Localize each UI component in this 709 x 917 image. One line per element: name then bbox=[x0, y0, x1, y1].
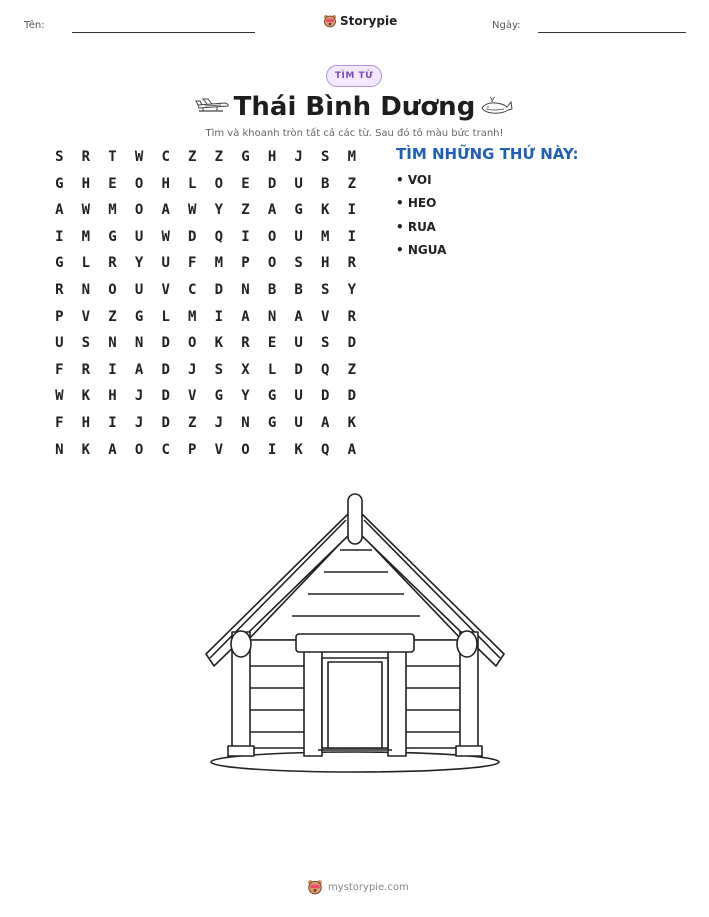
grid-letter: S bbox=[81, 335, 91, 352]
grid-letter: I bbox=[241, 228, 250, 245]
grid-letter: U bbox=[294, 175, 303, 192]
grid-letter: N bbox=[241, 281, 250, 298]
grid-letter: D bbox=[188, 228, 197, 245]
grid-letter: J bbox=[134, 388, 144, 405]
grid-letter: N bbox=[55, 441, 64, 458]
footer bbox=[307, 879, 409, 895]
grid-letter: M bbox=[321, 228, 330, 245]
grid-letter: D bbox=[161, 335, 170, 352]
whale-icon bbox=[480, 96, 514, 116]
grid-letter: Z bbox=[241, 202, 250, 219]
grid-letter: N bbox=[134, 335, 144, 352]
word-list-title: TÌM NHỮNG THỨ NÀY: bbox=[396, 145, 579, 163]
grid-letter: A bbox=[55, 202, 64, 219]
grid-letter: I bbox=[347, 228, 357, 245]
grid-letter: S bbox=[294, 255, 303, 272]
grid-letter: I bbox=[55, 228, 64, 245]
grid-letter: D bbox=[347, 335, 357, 352]
grid-letter: B bbox=[267, 281, 277, 298]
grid-letter: I bbox=[108, 414, 117, 431]
page-title: Thái Bình Dương bbox=[233, 92, 476, 122]
grid-letter: K bbox=[321, 202, 330, 219]
grid-letter: R bbox=[347, 255, 357, 272]
grid-letter: M bbox=[188, 308, 197, 325]
grid-letter: L bbox=[188, 175, 197, 192]
grid-letter: N bbox=[241, 414, 250, 431]
grid-letter: U bbox=[134, 228, 144, 245]
grid-letter: L bbox=[161, 308, 170, 325]
grid-letter: R bbox=[241, 335, 250, 352]
grid-letter: S bbox=[55, 149, 64, 165]
grid-letter: N bbox=[267, 308, 277, 325]
grid-letter: U bbox=[294, 228, 303, 245]
grid-letter: R bbox=[108, 255, 117, 272]
grid-letter: H bbox=[81, 414, 91, 431]
bear-mascot-icon bbox=[307, 879, 323, 895]
grid-letter: I bbox=[214, 308, 224, 325]
grid-letter: A bbox=[241, 308, 250, 325]
grid-letter: O bbox=[134, 441, 144, 458]
grid-letter: P bbox=[55, 308, 64, 325]
brand-logo bbox=[323, 14, 397, 28]
grid-letter: V bbox=[214, 441, 224, 458]
grid-letter: A bbox=[347, 441, 357, 458]
grid-letter: K bbox=[81, 441, 91, 458]
grid-letter: F bbox=[188, 255, 197, 272]
grid-letter: I bbox=[347, 202, 357, 219]
grid-letter: M bbox=[347, 149, 357, 165]
grid-letter: M bbox=[108, 202, 117, 219]
grid-letter: G bbox=[267, 414, 277, 431]
grid-letter: Z bbox=[347, 175, 357, 192]
grid-letter: S bbox=[321, 335, 330, 352]
grid-letter: L bbox=[81, 255, 91, 272]
grid-letter: D bbox=[321, 388, 330, 405]
wooden-house-icon bbox=[200, 490, 510, 780]
grid-letter: E bbox=[241, 175, 250, 192]
word-item: • NGUA bbox=[396, 242, 447, 257]
grid-letter: U bbox=[55, 335, 64, 352]
grid-letter: G bbox=[267, 388, 277, 405]
grid-letter: W bbox=[55, 388, 64, 405]
word-search-grid bbox=[46, 147, 365, 466]
grid-letter: R bbox=[81, 361, 91, 378]
grid-letter: V bbox=[321, 308, 330, 325]
grid-letter: C bbox=[161, 441, 170, 458]
grid-letter: K bbox=[214, 335, 224, 352]
grid-letter: F bbox=[55, 361, 64, 378]
grid-letter: R bbox=[347, 308, 357, 325]
name-line bbox=[72, 32, 255, 33]
grid-letter: L bbox=[267, 361, 277, 378]
grid-letter: O bbox=[134, 175, 144, 192]
footer-url: mystorypie.com bbox=[328, 881, 409, 893]
date-line bbox=[538, 32, 686, 33]
grid-letter: Q bbox=[321, 361, 330, 378]
grid-letter: P bbox=[188, 441, 197, 458]
grid-letter: Z bbox=[108, 308, 117, 325]
grid-letter: A bbox=[321, 414, 330, 431]
grid-letter: I bbox=[267, 441, 277, 458]
grid-letter: O bbox=[108, 281, 117, 298]
grid-letter: D bbox=[347, 388, 357, 405]
grid-letter: G bbox=[55, 255, 64, 272]
grid-letter: B bbox=[321, 175, 330, 192]
grid-letter: J bbox=[294, 149, 303, 165]
grid-letter: S bbox=[321, 281, 330, 298]
grid-letter: Z bbox=[188, 414, 197, 431]
grid-letter: J bbox=[214, 414, 224, 431]
grid-letter: G bbox=[134, 308, 144, 325]
grid-letter: D bbox=[294, 361, 303, 378]
grid-letter: Z bbox=[188, 149, 197, 165]
grid-letter: A bbox=[267, 202, 277, 219]
grid-letter: J bbox=[134, 414, 144, 431]
grid-letter: C bbox=[188, 281, 197, 298]
grid-letter: A bbox=[161, 202, 170, 219]
brand-name: Storypie bbox=[340, 14, 398, 28]
grid-letter: R bbox=[81, 149, 91, 165]
grid-letter: H bbox=[81, 175, 91, 192]
word-list bbox=[396, 172, 446, 265]
grid-letter: U bbox=[294, 388, 303, 405]
grid-letter: W bbox=[161, 228, 170, 245]
grid-letter: Z bbox=[214, 149, 224, 165]
grid-letter: D bbox=[161, 388, 170, 405]
grid-letter: A bbox=[134, 361, 144, 378]
grid-letter: O bbox=[267, 255, 277, 272]
grid-letter: T bbox=[108, 149, 117, 165]
grid-letter: H bbox=[108, 388, 117, 405]
grid-letter: G bbox=[55, 175, 64, 192]
grid-letter: J bbox=[188, 361, 197, 378]
grid-letter: H bbox=[267, 149, 277, 165]
grid-letter: O bbox=[267, 228, 277, 245]
grid-letter: V bbox=[161, 281, 170, 298]
grid-letter: Y bbox=[241, 388, 250, 405]
grid-letter: Y bbox=[134, 255, 144, 272]
grid-letter: U bbox=[294, 414, 303, 431]
grid-letter: R bbox=[55, 281, 64, 298]
grid-letter: M bbox=[81, 228, 91, 245]
grid-letter: S bbox=[214, 361, 224, 378]
grid-letter: A bbox=[108, 441, 117, 458]
grid-letter: H bbox=[161, 175, 170, 192]
name-label: Tên: bbox=[24, 20, 45, 31]
grid-letter: Y bbox=[347, 281, 357, 298]
grid-letter: Y bbox=[214, 202, 224, 219]
word-item: • RUA bbox=[396, 219, 436, 234]
grid-letter: Z bbox=[347, 361, 357, 378]
grid-letter: O bbox=[188, 335, 197, 352]
grid-letter: O bbox=[214, 175, 224, 192]
grid-letter: K bbox=[81, 388, 91, 405]
grid-letter: D bbox=[161, 361, 170, 378]
grid-letter: N bbox=[81, 281, 91, 298]
grid-letter: B bbox=[294, 281, 303, 298]
grid-letter: G bbox=[294, 202, 303, 219]
grid-letter: O bbox=[241, 441, 250, 458]
grid-letter: X bbox=[241, 361, 250, 378]
grid-letter: K bbox=[347, 414, 357, 431]
grid-letter: D bbox=[267, 175, 277, 192]
instructions: Tìm và khoanh tròn tất cả các từ. Sau đó tô màu bức tranh! bbox=[205, 128, 504, 139]
grid-letter: G bbox=[108, 228, 117, 245]
grid-letter: W bbox=[81, 202, 91, 219]
word-item: • HEO bbox=[396, 196, 437, 211]
grid-letter: G bbox=[241, 149, 250, 165]
grid-letter: V bbox=[81, 308, 91, 325]
grid-letter: N bbox=[108, 335, 117, 352]
date-label: Ngày: bbox=[492, 20, 521, 31]
word-item: • VOI bbox=[396, 173, 432, 187]
grid-letter: K bbox=[294, 441, 303, 458]
grid-letter: U bbox=[134, 281, 144, 298]
grid-letter: F bbox=[55, 414, 64, 431]
grid-letter: H bbox=[321, 255, 330, 272]
grid-letter: S bbox=[321, 149, 330, 165]
grid-letter: E bbox=[267, 335, 277, 352]
grid-letter: W bbox=[188, 202, 197, 219]
grid-letter: U bbox=[294, 335, 303, 352]
grid-letter: D bbox=[214, 281, 224, 298]
grid-letter: Q bbox=[214, 228, 224, 245]
grid-letter: I bbox=[108, 361, 117, 378]
grid-letter: U bbox=[161, 255, 170, 272]
bear-mascot-icon bbox=[323, 14, 337, 28]
grid-letter: P bbox=[241, 255, 250, 272]
grid-letter: Q bbox=[321, 441, 330, 458]
grid-letter: D bbox=[161, 414, 170, 431]
grid-letter: W bbox=[134, 149, 144, 165]
activity-badge: TÌM TỪ bbox=[326, 65, 382, 87]
grid-letter: A bbox=[294, 308, 303, 325]
grid-letter: C bbox=[161, 149, 170, 165]
grid-letter: V bbox=[188, 388, 197, 405]
grid-letter: M bbox=[214, 255, 224, 272]
grid-letter: G bbox=[214, 388, 224, 405]
grid-letter: E bbox=[108, 175, 117, 192]
grid-letter: O bbox=[134, 202, 144, 219]
